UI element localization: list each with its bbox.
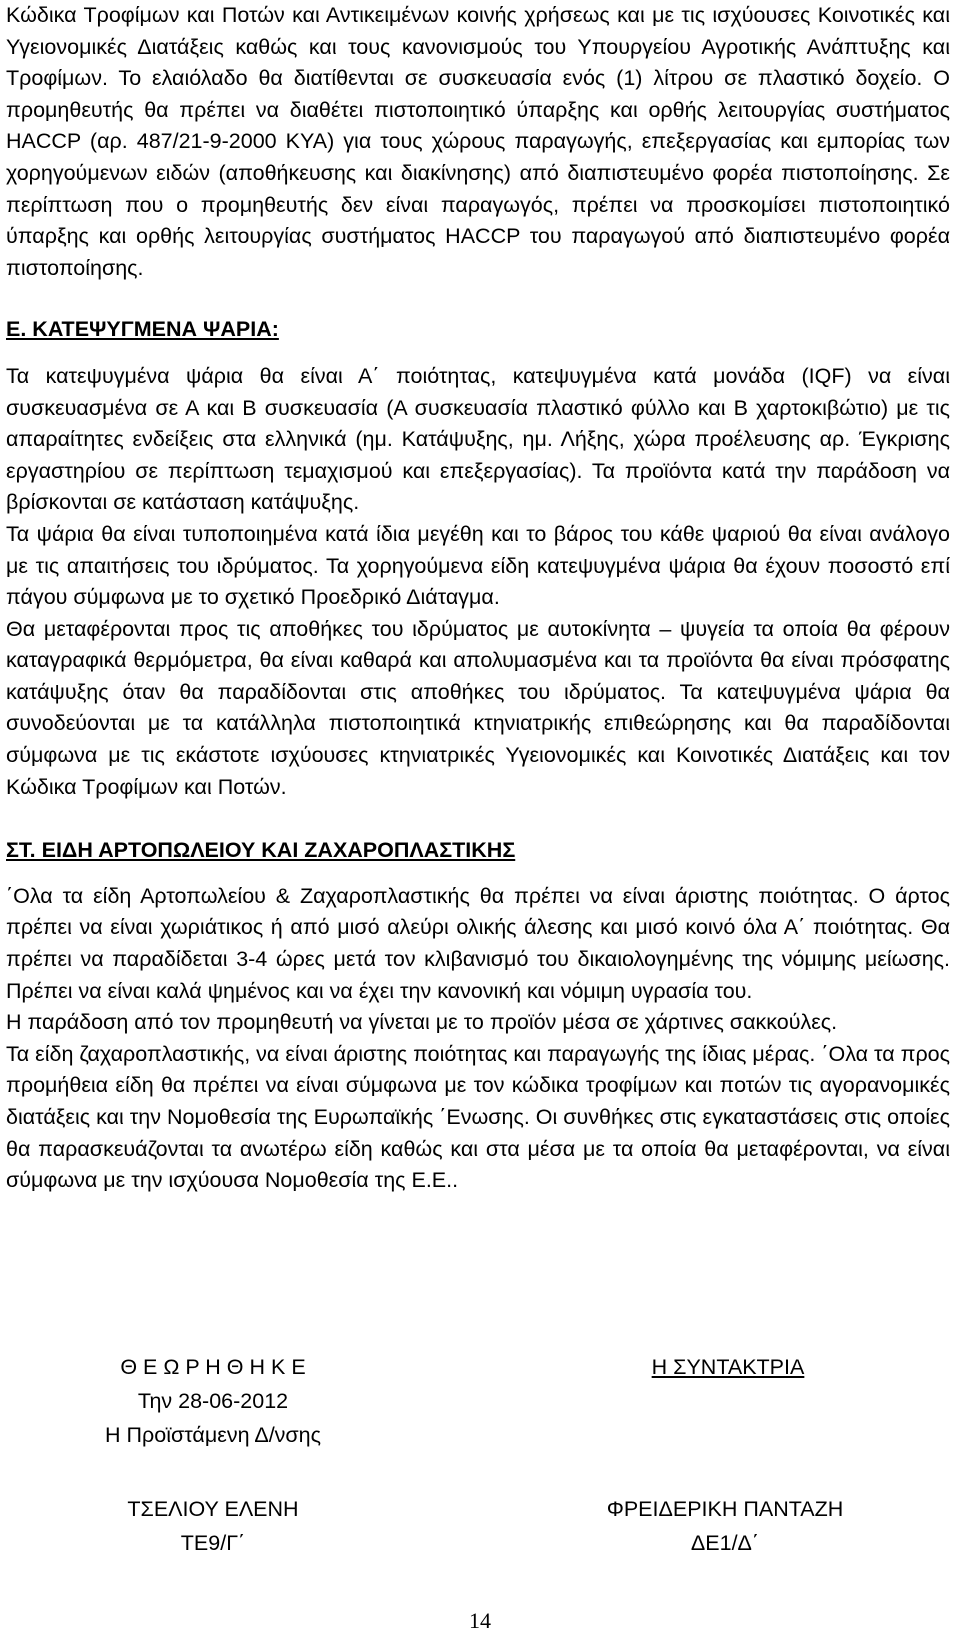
section-st-heading: ΣΤ. ΕΙΔΗ ΑΡΤΟΠΩΛΕΙΟΥ ΚΑΙ ΖΑΧΑΡΟΠΛΑΣΤΙΚΗΣ (6, 838, 516, 863)
section-st-paragraph-3: Τα είδη ζαχαροπλαστικής, να είναι άριστης ποιότητας και παραγωγής της ίδιας μέρας. ΄Ολα τα προς προμήθεια είδη θα πρέπει να είναι σύμφωνα με τον κώδικα τροφίμων και ποτών τις αγορανομικές διατάξεις και την Νομοθεσία της Ευρωπαϊκής ΄Ενωσης. Οι συνθήκες στις εγκαταστάσεις στις οποίες θα παρασκευάζονται τα ανωτέρω είδη καθώς και στα μέσα με τα οποία θα μεταφέρονται, να είναι σύμφωνα με την ισχύουσα Νομοθεσία της Ε.Ε.. (6, 1041, 950, 1193)
author-title: Η ΣΥΝΤΑΚΤΡΙΑ (651, 1355, 805, 1379)
approval-title: Θ Ε Ω Ρ Η Θ Η Κ Ε (120, 1355, 306, 1379)
section-st-paragraph-1: ΄Ολα τα είδη Αρτοπωλείου & Ζαχαροπλαστικής θα πρέπει να είναι άριστης ποιότητας. Ο άρτος πρέπει να είναι χωριάτικος ή από μισό αλεύρι ολικής άλεσης και μισό κοινό όλα Α΄ ποιότητας. Θα πρέπει να παραδίδεται 3-4 ώρες μετά τον κλιβανισμό του δικαιολογημένης της νόμιμης μείωσης. Πρέπει να είναι καλά ψημένος και να έχει την κανονική και νόμιμη υγρασία του. (6, 883, 950, 1003)
author-rank: ΔΕ1/Δ΄ (690, 1531, 760, 1555)
approver-signature (78, 1492, 348, 1560)
approval-role: Η Προϊστάμενη Δ/νσης (104, 1423, 322, 1447)
intro-paragraph: Κώδικα Τροφίμων και Ποτών και Αντικειμένων κοινής χρήσεως και με τις ισχύουσες Κοινοτικές και Υγειονομικές Διατάξεις καθώς και τους κανονισμούς του Υπουργείου Αγροτικής Ανάπτυξης και Τροφίμων. Το ελαιόλαδο θα διατίθενται σε συσκευασία ενός (1) λίτρου σε πλαστικό δοχείο. Ο προμηθευτής θα πρέπει να διαθέτει πιστοποιητικό ύπαρξης και ορθής λειτουργίας συστήματος HACCP (αρ. 487/21-9-2000 ΚΥΑ) για τους χώρους παραγωγής, επεξεργασίας και εμπορίας των χορηγούμενων ειδών (αποθήκευσης και διακίνησης) από διαπιστευμένο φορέα πιστοποίησης. Σε περίπτωση που ο προμηθευτής δεν είναι παραγωγός, πρέπει να προσκομίσει πιστοποιητικό ύπαρξης και ορθής λειτουργίας συστήματος HACCP του παραγωγού από διαπιστευμένο φορέα πιστοποίησης. (6, 3, 950, 280)
approver-name: ΤΣΕΛΙΟΥ ΕΛΕΝΗ (127, 1497, 299, 1521)
approval-block (78, 1350, 348, 1452)
author-block (598, 1350, 858, 1384)
section-e-paragraph-3: Θα μεταφέρονται προς τις αποθήκες του ιδρύματος με αυτοκίνητα – ψυγεία τα οποία θα φέρουν καταγραφικά θερμόμετρα, θα είναι καθαρά και απολυμασμένα και τα προϊόντα θα είναι πρόσφατης κατάψυξης όταν θα παραδίδονται στις αποθήκες του ιδρύματος. Τα κατεψυγμένα ψάρια θα συνοδεύονται με τα κατάλληλα πιστοποιητικά κτηνιατρικής επιθεώρησης και θα παραδίδονται σύμφωνα με τις εκάστοτε ισχύουσες κτηνιατρικές Υγειονομικές και Κοινοτικές Διατάξεις και τον Κώδικα Τροφίμων και Ποτών. (6, 616, 950, 799)
section-e-heading: Ε. ΚΑΤΕΨΥΓΜΕΝΑ ΨΑΡΙΑ: (6, 317, 279, 342)
section-e-paragraph-1: Τα κατεψυγμένα ψάρια θα είναι Α΄ ποιότητας, κατεψυγμένα κατά μονάδα (IQF) να είναι συσκευασμένα σε Α και Β συσκευασία (Α συσκευασία πλαστικό φύλλο και Β χαρτοκιβώτιο) με τις απαραίτητες ενδείξεις στα ελληνικά (ημ. Κατάψυξης, ημ. Λήξης, χώρα προέλευσης αρ. Έγκρισης εργαστηρίου σε περίπτωση τεμαχισμού και επεξεργασίας). Τα προϊόντα κατά την παράδοση να βρίσκονται σε κατάσταση κατάψυξης. (6, 363, 950, 515)
approval-date: Την 28-06-2012 (137, 1389, 289, 1413)
approver-rank: ΤΕ9/Γ΄ (180, 1531, 246, 1555)
page-number: 14 (469, 1608, 491, 1633)
author-name: ΦΡΕΙΔΕΡΙΚΗ ΠΑΝΤΑΖΗ (606, 1497, 844, 1521)
section-e-paragraph-2: Τα ψάρια θα είναι τυποποιημένα κατά ίδια μεγέθη και το βάρος του κάθε ψαριού θα είναι ανάλογο με τις απαιτήσεις του ιδρύματος. Τα χορηγούμενα είδη κατεψυγμένα ψάρια θα έχουν ποσοστό επί πάγου σύμφωνα με το σχετικό Προεδρικό Διάταγμα. (6, 521, 950, 610)
section-st-paragraph-2: Η παράδοση από τον προμηθευτή να γίνεται με το προϊόν μέσα σε χάρτινες σακκούλες. (6, 1010, 838, 1035)
body-text (6, 0, 950, 1197)
author-signature (580, 1492, 870, 1560)
